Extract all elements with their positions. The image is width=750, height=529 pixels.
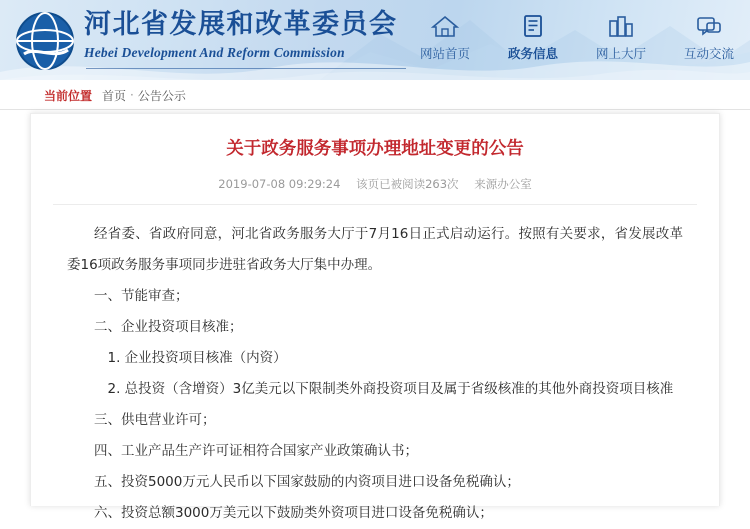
article-card [30, 113, 720, 521]
site-title-cn: 河北省发展和改革委员会 [84, 9, 398, 40]
nav-item-government-info[interactable] [500, 14, 566, 63]
nav-item-home[interactable] [412, 14, 478, 63]
article-divider [53, 204, 697, 205]
globe-emblem-icon [14, 10, 76, 72]
nav-label: 互动交流 [683, 46, 734, 61]
article-paragraph: 二、企业投资项目核准； [94, 319, 243, 335]
article-views: 该页已被阅读263次 [356, 177, 459, 191]
breadcrumb-bar [0, 80, 750, 110]
title-underline [86, 68, 406, 69]
document-icon [519, 14, 547, 38]
article-paragraph: 三、供电营业许可； [94, 412, 216, 428]
nav-item-interaction[interactable] [676, 14, 742, 63]
article-paragraph: 五、投资5000万元人民币以下国家鼓励的内资项目进口设备免税确认； [94, 474, 520, 490]
breadcrumb-home-link[interactable]: 首页 [102, 88, 127, 103]
article-paragraph: 六、投资总额3000万美元以下鼓励类外资项目进口设备免税确认； [94, 505, 493, 521]
breadcrumb-label: 当前位置 [44, 88, 93, 103]
article-paragraph: 四、工业产品生产许可证相符合国家产业政策确认书； [94, 443, 418, 459]
article-paragraph: 一、节能审查； [94, 288, 189, 304]
site-title-en: Hebei Development And Reform Commission [84, 45, 345, 60]
article-paragraph: 经省委、省政府同意，河北省政务服务大厅于7月16日正式启动运行。按照有关要求，省发展改革委16项政务服务事项同步进驻省政务大厅集中办理。 [67, 226, 683, 273]
breadcrumb-current: 公告公示 [137, 88, 186, 103]
home-icon [431, 14, 459, 38]
nav-item-online-hall[interactable] [588, 14, 654, 63]
nav-label: 政务信息 [507, 46, 558, 61]
article-paragraph: 2. 总投资（含增资）3亿美元以下限制类外商投资项目及属于省级核准的其他外商投资项目核准 [107, 381, 674, 397]
nav-label: 网站首页 [419, 46, 470, 61]
article-paragraph: 1. 企业投资项目核准（内资） [107, 350, 287, 366]
site-header [0, 0, 750, 80]
building-icon [607, 14, 635, 38]
nav-label: 网上大厅 [595, 46, 646, 61]
breadcrumb [44, 80, 186, 110]
site-title-block [84, 9, 398, 61]
article-body [67, 219, 683, 529]
chat-icon [695, 14, 723, 38]
main-nav [412, 14, 742, 63]
article-date: 2019-07-08 09:29:24 [218, 177, 341, 191]
article-source: 来源办公室 [474, 177, 532, 191]
article-meta [31, 176, 719, 192]
site-logo[interactable] [14, 10, 76, 72]
breadcrumb-separator: · [130, 88, 134, 102]
article-title: 关于政务服务事项办理地址变更的公告 [226, 139, 524, 159]
